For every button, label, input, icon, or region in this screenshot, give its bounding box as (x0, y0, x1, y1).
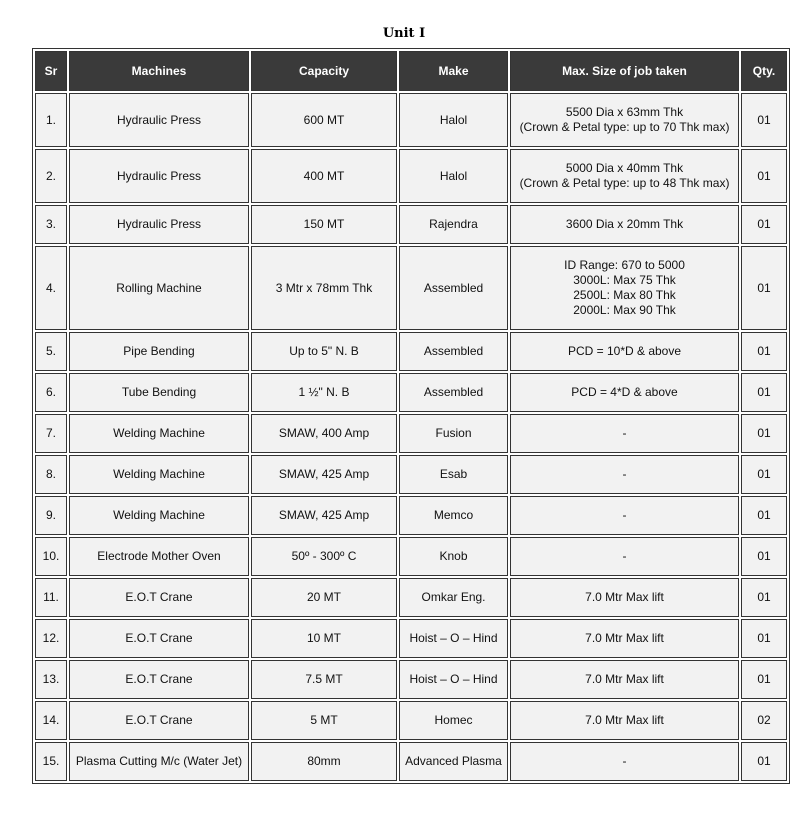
table-row (35, 332, 787, 371)
cell-make: Assembled (399, 246, 508, 330)
cell-sr: 15. (35, 742, 67, 781)
cell-capacity: 150 MT (251, 205, 397, 244)
cell-max-size: - (510, 414, 739, 453)
cell-qty: 01 (741, 455, 787, 494)
table-row (35, 373, 787, 412)
header-max-size: Max. Size of job taken (510, 51, 739, 91)
cell-capacity: 10 MT (251, 619, 397, 658)
cell-qty: 01 (741, 373, 787, 412)
cell-max-size: PCD = 4*D & above (510, 373, 739, 412)
table-row (35, 93, 787, 147)
cell-sr: 4. (35, 246, 67, 330)
cell-max-size: - (510, 742, 739, 781)
cell-qty: 01 (741, 496, 787, 535)
cell-make: Assembled (399, 332, 508, 371)
cell-machine: Hydraulic Press (69, 149, 249, 203)
cell-sr: 2. (35, 149, 67, 203)
header-machines: Machines (69, 51, 249, 91)
table-header-row (35, 51, 787, 91)
header-capacity: Capacity (251, 51, 397, 91)
cell-sr: 13. (35, 660, 67, 699)
cell-machine: Hydraulic Press (69, 93, 249, 147)
cell-machine: E.O.T Crane (69, 701, 249, 740)
cell-qty: 01 (741, 246, 787, 330)
cell-max-size: 7.0 Mtr Max lift (510, 578, 739, 617)
cell-max-size: - (510, 537, 739, 576)
cell-qty: 01 (741, 578, 787, 617)
cell-machine: Tube Bending (69, 373, 249, 412)
cell-capacity: 1 ½" N. B (251, 373, 397, 412)
cell-qty: 01 (741, 93, 787, 147)
cell-make: Memco (399, 496, 508, 535)
cell-qty: 01 (741, 742, 787, 781)
equipment-table (32, 48, 790, 784)
cell-sr: 12. (35, 619, 67, 658)
cell-sr: 10. (35, 537, 67, 576)
cell-qty: 01 (741, 660, 787, 699)
cell-max-size: 7.0 Mtr Max lift (510, 701, 739, 740)
cell-make: Advanced Plasma (399, 742, 508, 781)
cell-machine: Welding Machine (69, 496, 249, 535)
cell-make: Assembled (399, 373, 508, 412)
cell-sr: 9. (35, 496, 67, 535)
cell-make: Hoist – O – Hind (399, 660, 508, 699)
cell-make: Omkar Eng. (399, 578, 508, 617)
cell-max-size: ID Range: 670 to 5000 3000L: Max 75 Thk 2500L: Max 80 Thk 2000L: Max 90 Thk (510, 246, 739, 330)
cell-make: Hoist – O – Hind (399, 619, 508, 658)
cell-make: Knob (399, 537, 508, 576)
cell-machine: Electrode Mother Oven (69, 537, 249, 576)
header-qty: Qty. (741, 51, 787, 91)
cell-sr: 5. (35, 332, 67, 371)
cell-make: Fusion (399, 414, 508, 453)
cell-qty: 02 (741, 701, 787, 740)
cell-machine: E.O.T Crane (69, 578, 249, 617)
cell-qty: 01 (741, 149, 787, 203)
cell-capacity: Up to 5" N. B (251, 332, 397, 371)
table-row (35, 455, 787, 494)
cell-capacity: 5 MT (251, 701, 397, 740)
cell-capacity: SMAW, 425 Amp (251, 455, 397, 494)
cell-sr: 6. (35, 373, 67, 412)
table-row (35, 205, 787, 244)
cell-sr: 3. (35, 205, 67, 244)
cell-sr: 7. (35, 414, 67, 453)
cell-capacity: 50º - 300º C (251, 537, 397, 576)
cell-machine: Pipe Bending (69, 332, 249, 371)
cell-make: Esab (399, 455, 508, 494)
cell-qty: 01 (741, 537, 787, 576)
cell-capacity: 400 MT (251, 149, 397, 203)
cell-qty: 01 (741, 332, 787, 371)
cell-sr: 1. (35, 93, 67, 147)
cell-capacity: 80mm (251, 742, 397, 781)
cell-make: Halol (399, 149, 508, 203)
header-make: Make (399, 51, 508, 91)
cell-make: Rajendra (399, 205, 508, 244)
cell-qty: 01 (741, 414, 787, 453)
table-row (35, 619, 787, 658)
cell-sr: 8. (35, 455, 67, 494)
cell-max-size: 5500 Dia x 63mm Thk (Crown & Petal type: up to 70 Thk max) (510, 93, 739, 147)
cell-max-size: - (510, 455, 739, 494)
table-row (35, 537, 787, 576)
cell-max-size: 7.0 Mtr Max lift (510, 619, 739, 658)
cell-machine: Hydraulic Press (69, 205, 249, 244)
cell-machine: Welding Machine (69, 414, 249, 453)
cell-max-size: 7.0 Mtr Max lift (510, 660, 739, 699)
table-row (35, 742, 787, 781)
table-row (35, 414, 787, 453)
cell-capacity: 7.5 MT (251, 660, 397, 699)
table-row (35, 701, 787, 740)
table-row (35, 496, 787, 535)
cell-capacity: 20 MT (251, 578, 397, 617)
cell-machine: E.O.T Crane (69, 660, 249, 699)
table-row (35, 660, 787, 699)
cell-machine: Welding Machine (69, 455, 249, 494)
cell-max-size: 5000 Dia x 40mm Thk (Crown & Petal type: up to 48 Thk max) (510, 149, 739, 203)
cell-max-size: 3600 Dia x 20mm Thk (510, 205, 739, 244)
cell-machine: E.O.T Crane (69, 619, 249, 658)
table-row (35, 578, 787, 617)
cell-capacity: 600 MT (251, 93, 397, 147)
page-title: Unit I (382, 26, 426, 41)
header-sr: Sr (35, 51, 67, 91)
cell-max-size: PCD = 10*D & above (510, 332, 739, 371)
table-row (35, 149, 787, 203)
table-row (35, 246, 787, 330)
cell-machine: Plasma Cutting M/c (Water Jet) (69, 742, 249, 781)
cell-max-size: - (510, 496, 739, 535)
cell-qty: 01 (741, 205, 787, 244)
cell-qty: 01 (741, 619, 787, 658)
cell-sr: 11. (35, 578, 67, 617)
cell-sr: 14. (35, 701, 67, 740)
cell-make: Homec (399, 701, 508, 740)
cell-capacity: SMAW, 425 Amp (251, 496, 397, 535)
cell-machine: Rolling Machine (69, 246, 249, 330)
cell-capacity: 3 Mtr x 78mm Thk (251, 246, 397, 330)
cell-make: Halol (399, 93, 508, 147)
cell-capacity: SMAW, 400 Amp (251, 414, 397, 453)
